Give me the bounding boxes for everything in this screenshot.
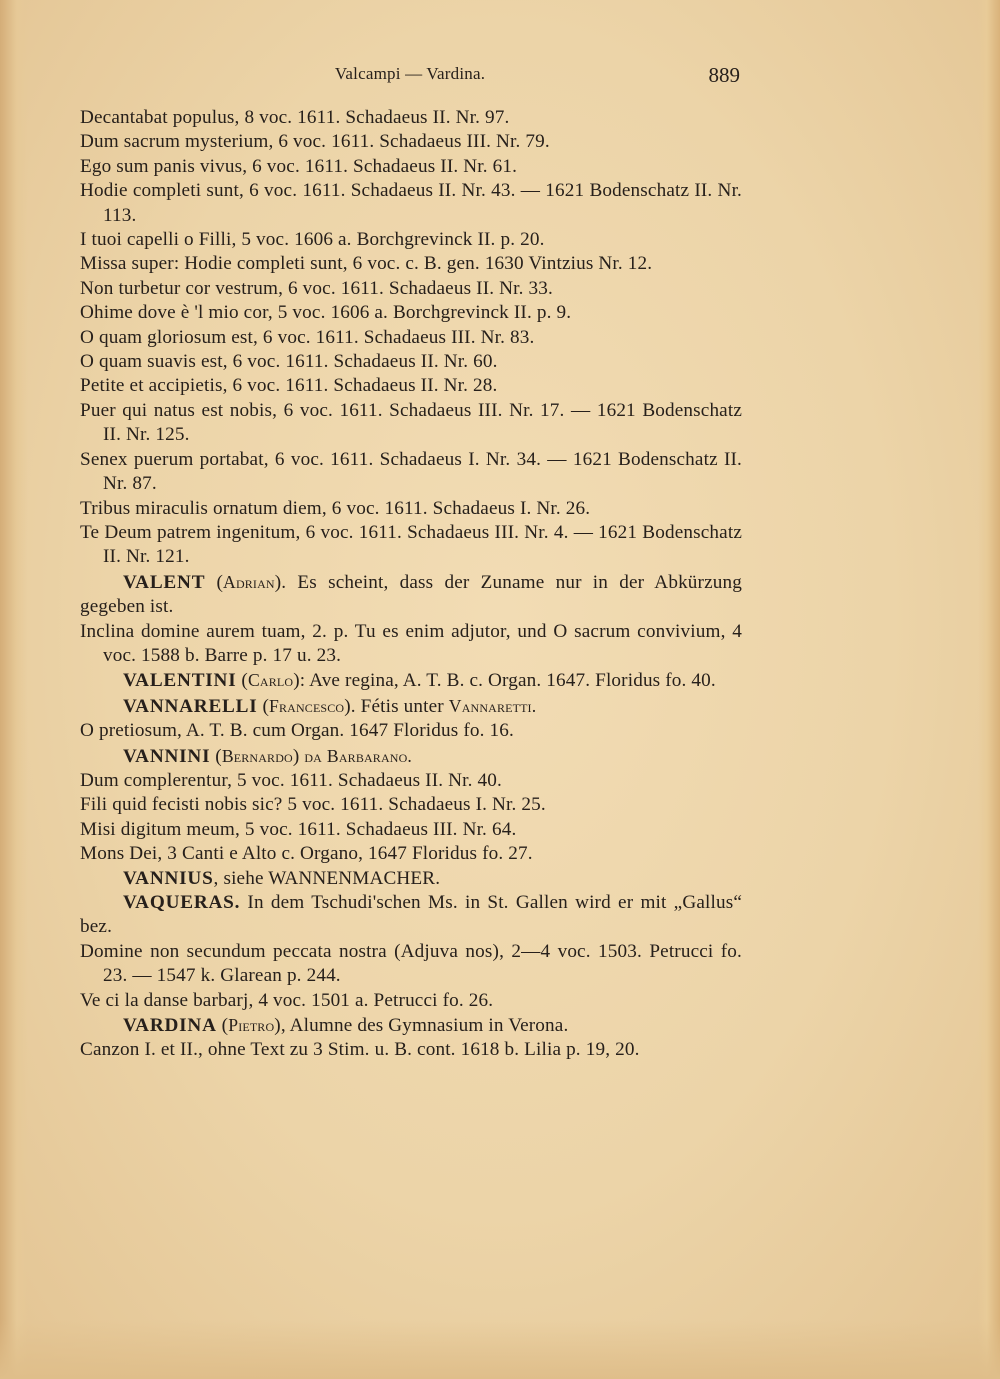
work-entry: Non turbetur cor vestrum, 6 voc. 1611. Schadaeus II. Nr. 33. <box>80 277 553 299</box>
composer-note: Ave regina, A. T. B. c. Organ. 1647. Floridus fo. 40. <box>309 670 716 692</box>
composer-given-name: Carlo <box>247 670 294 691</box>
work-entry: O pretiosum, A. T. B. cum Organ. 1647 Floridus fo. 16. <box>80 720 514 742</box>
cross-reference: Vannaretti. <box>448 695 537 716</box>
work-entry: I tuoi capelli o Filli, 5 voc. 1606 a. Borchgrevinck II. p. 20. <box>80 229 545 251</box>
work-entry: Senex puerum portabat, 6 voc. 1611. Schadaeus I. Nr. 34. — 1621 Bodenschatz II. Nr. 87. <box>80 448 742 495</box>
composer-entry: VALENT (Adrian). Es scheint, dass der Zuname nur in der Abkürzung gegeben ist. <box>80 571 742 618</box>
composer-name: VANNIUS <box>123 867 214 889</box>
work-entry: Inclina domine aurem tuam, 2. p. Tu es enim adjutor, und O sacrum convivium, 4 voc. 1588 b. Barre p. 17 u. 23. <box>80 620 742 666</box>
work-entry: O quam gloriosum est, 6 voc. 1611. Schadaeus III. Nr. 83. <box>80 326 535 348</box>
work-entry: Ohime dove è 'l mio cor, 5 voc. 1606 a. Borchgrevinck II. p. 9. <box>80 302 572 324</box>
composer-given-name: Francesco <box>269 695 345 716</box>
composer-note: Fétis unter <box>360 695 444 717</box>
work-entry: Domine non secundum peccata nostra (Adjuva nos), 2—4 voc. 1503. Petrucci fo. 23. — 1547 k. Glarean p. 244. <box>80 940 742 987</box>
composer-entry <box>80 891 742 940</box>
work-entry: Ego sum panis vivus, 6 voc. 1611. Schadaeus II. Nr. 61. <box>80 155 518 177</box>
composer-entry: VALENTINI (Carlo): Ave regina, A. T. B. c. Organ. 1647. Floridus fo. 40. <box>123 670 716 692</box>
work-entry: Petite et accipietis, 6 voc. 1611. Schadaeus II. Nr. 28. <box>80 375 498 397</box>
composer-entry: VANNIUS, siehe WANNENMACHER. <box>123 867 441 889</box>
place-prefix: da <box>304 745 322 766</box>
work-entry: Fili quid fecisti nobis sic? 5 voc. 1611. Schadaeus I. Nr. 25. <box>80 794 546 816</box>
work-entry: Missa super: Hodie completi sunt, 6 voc. c. B. gen. 1630 Vintzius Nr. 12. <box>80 253 653 275</box>
composer-name: VANNARELLI <box>123 695 258 717</box>
work-entry: Dum sacrum mysterium, 6 voc. 1611. Schadaeus III. Nr. 79. <box>80 131 550 153</box>
place-name: Barbarano. <box>326 745 412 766</box>
composer-given-name: Bernardo <box>221 745 293 766</box>
running-head <box>80 64 740 90</box>
composer-name: VARDINA <box>123 1015 217 1037</box>
composer-entry: VARDINA (Pietro), Alumne des Gymnasium in Verona. <box>123 1015 569 1037</box>
page-edge-bottom <box>0 1319 1000 1379</box>
composer-name: VAQUERAS. <box>123 892 241 913</box>
composer-note: Es scheint, dass der Zuname nur in der Abkürzung gegeben ist. <box>80 571 742 618</box>
composer-entry: VANNARELLI (Francesco). Fétis unter Vannaretti. <box>123 695 537 717</box>
work-entry: Dum complerentur, 5 voc. 1611. Schadaeus II. Nr. 40. <box>80 769 502 791</box>
work-entry: Mons Dei, 3 Canti e Alto c. Organo, 1647 Floridus fo. 27. <box>80 843 533 865</box>
work-entry: Misi digitum meum, 5 voc. 1611. Schadaeus III. Nr. 64. <box>80 818 517 840</box>
work-entry: Canzon I. et II., ohne Text zu 3 Stim. u. B. cont. 1618 b. Lilia p. 19, 20. <box>80 1039 640 1061</box>
work-entry: O quam suavis est, 6 voc. 1611. Schadaeus II. Nr. 60. <box>80 351 498 373</box>
composer-given-name: Adrian <box>223 571 275 592</box>
composer-name: VALENTINI <box>123 670 237 692</box>
page-edge-left <box>0 0 28 1379</box>
composer-note: Alumne des Gymnasium in Verona. <box>289 1015 569 1037</box>
work-entry: Te Deum patrem ingenitum, 6 voc. 1611. Schadaeus III. Nr. 4. — 1621 Bodenschatz II. Nr. 121. <box>80 521 742 568</box>
catalogue-text <box>80 106 742 1063</box>
work-entry: Ve ci la danse barbarj, 4 voc. 1501 a. Petrucci fo. 26. <box>80 989 494 1011</box>
work-entry: Decantabat populus, 8 voc. 1611. Schadaeus II. Nr. 97. <box>80 107 510 128</box>
page-edge-right <box>978 0 1000 1379</box>
composer-name: VALENT <box>123 571 206 593</box>
work-entry: Tribus miraculis ornatum diem, 6 voc. 1611. Schadaeus I. Nr. 26. <box>80 497 591 519</box>
composer-note: siehe WANNENMACHER. <box>223 867 441 889</box>
work-entry: Hodie completi sunt, 6 voc. 1611. Schadaeus II. Nr. 43. — 1621 Bodenschatz II. Nr. 113. <box>80 180 742 226</box>
running-title: Valcampi — Vardina. <box>334 64 486 83</box>
composer-name: VANNINI <box>123 745 211 767</box>
composer-entry: VANNINI (Bernardo) da Barbarano. <box>123 745 412 767</box>
work-entry: Puer qui natus est nobis, 6 voc. 1611. Schadaeus III. Nr. 17. — 1621 Bodenschatz II. Nr. 125. <box>80 399 742 446</box>
composer-given-name: Pietro <box>228 1015 275 1036</box>
composer-note: In dem Tschudi'schen Ms. in St. Gallen wird er mit „Gallus“ bez. <box>80 892 742 938</box>
page-number: 889 <box>708 63 740 87</box>
